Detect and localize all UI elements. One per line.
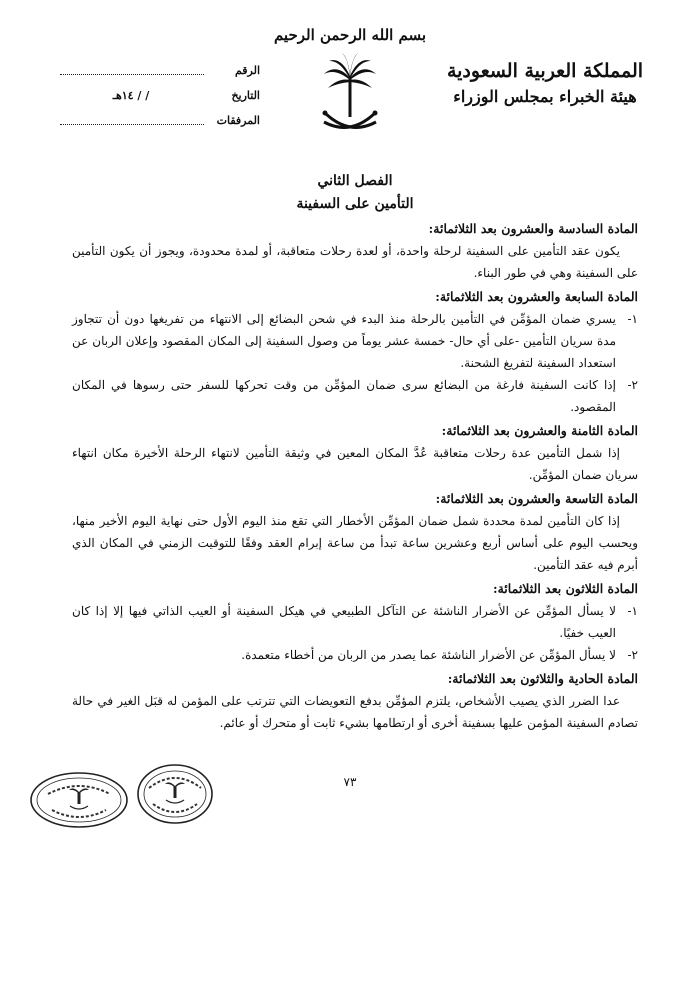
attachments-line bbox=[60, 124, 204, 125]
org-line-2: هيئة الخبراء بمجلس الوزراء bbox=[453, 87, 637, 106]
basmala: بسم الله الرحمن الرحيم bbox=[273, 26, 427, 44]
org-line-1: المملكة العربية السعودية bbox=[446, 60, 644, 82]
article-331 bbox=[72, 668, 638, 734]
item-number: ٢- bbox=[627, 378, 638, 392]
attachments-label: المرفقات bbox=[216, 114, 260, 127]
article-330 bbox=[72, 578, 638, 666]
item-text: لا يسأل المؤمِّن عن الأضرار الناشئة عن التآكل الطبيعي في هيكل السفينة أو العيب الذاتي فيها إلا إذا كان العيب خفيًا. bbox=[72, 604, 616, 640]
item-text: إذا كانت السفينة فارغة من البضائع سرى ضمان المؤمِّن من وقت تحركها للسفر حتى رسوها في المكان المقصود. bbox=[72, 378, 616, 414]
document-metadata bbox=[60, 64, 260, 139]
date-value: / / ١٤هـ bbox=[112, 89, 150, 102]
stamp-experts-commission-icon bbox=[135, 762, 215, 826]
date-row bbox=[60, 89, 260, 114]
stamp-general-secretariat-icon bbox=[28, 770, 130, 830]
reference-line bbox=[60, 74, 204, 75]
page-number: ٧٣ bbox=[343, 775, 357, 789]
document-body bbox=[72, 170, 638, 734]
organization-name bbox=[430, 58, 660, 110]
article-heading: المادة الثامنة والعشرون بعد الثلاثمائة: bbox=[441, 423, 638, 438]
item-number: ١- bbox=[627, 312, 638, 326]
item-number: ١- bbox=[627, 604, 638, 618]
article-paragraph: عدا الضرر الذي يصيب الأشخاص، يلتزم المؤمِّن بدفع التعويضات التي تترتب على المؤمن له قبَل الغير في حالة تصادم السفينة المؤمن عليها بسفينة أخرى أو ارتطامها بشيء ثابت أو متحرك أو عائم. bbox=[72, 694, 638, 730]
article-item bbox=[72, 374, 638, 418]
attachments-row bbox=[60, 114, 260, 139]
item-text: يسري ضمان المؤمِّن في التأمين بالرحلة منذ البدء في شحن البضائع إلى الانتهاء من تفريغها دون أن تتجاوز مدة سريان التأمين -على أي حال- خمسة عشر يوماً من وصول السفينة إلى المكان المقصود وإعلان الربان عن استعداد السفينة لتفريغ الشحنة. bbox=[72, 312, 616, 370]
article-326 bbox=[72, 218, 638, 284]
article-paragraph: إذا شمل التأمين عدة رحلات متعاقبة عُدَّ المكان المعين في وثيقة التأمين لانتهاء الرحلة الأخيرة مكان انتهاء سريان ضمان المؤمِّن. bbox=[72, 446, 638, 482]
article-329 bbox=[72, 488, 638, 576]
article-paragraph: إذا كان التأمين لمدة محددة شمل ضمان المؤمِّن الأخطار التي تقع منذ اليوم الأول حتى نهاية اليوم الأخير منها، ويحسب اليوم على أساس أربع وعشرين ساعة تبدأ من ساعة إبرام العقد وفقًا للتوقيت الزمني في المكان الذي أبرم فيه عقد التأمين. bbox=[72, 514, 638, 572]
date-label: التاريخ bbox=[231, 89, 260, 102]
article-item bbox=[72, 644, 638, 666]
article-paragraph: يكون عقد التأمين على السفينة لرحلة واحدة، أو لعدة رحلات متعاقبة، أو لمدة محدودة، ويجوز أن يكون التأمين على السفينة وهي في طور البناء. bbox=[72, 244, 638, 280]
article-heading: المادة السابعة والعشرون بعد الثلاثمائة: bbox=[435, 289, 638, 304]
article-item bbox=[72, 308, 638, 374]
article-heading: المادة السادسة والعشرون بعد الثلاثمائة: bbox=[428, 221, 638, 236]
chapter-title: الفصل الثاني bbox=[317, 173, 393, 189]
item-number: ٢- bbox=[627, 648, 638, 662]
article-heading: المادة الحادية والثلاثون بعد الثلاثمائة: bbox=[447, 671, 638, 686]
reference-row bbox=[60, 64, 260, 89]
saudi-palm-swords-emblem-icon bbox=[320, 52, 380, 137]
reference-label: الرقم bbox=[234, 64, 260, 77]
article-327 bbox=[72, 286, 638, 418]
article-heading: المادة الثلاثون بعد الثلاثمائة: bbox=[492, 581, 638, 596]
item-text: لا يسأل المؤمِّن عن الأضرار الناشئة عما يصدر من الربان من أخطاء متعمدة. bbox=[241, 648, 616, 662]
article-328 bbox=[72, 420, 638, 486]
chapter-subtitle: التأمين على السفينة bbox=[296, 196, 414, 212]
article-item bbox=[72, 600, 638, 644]
article-heading: المادة التاسعة والعشرون بعد الثلاثمائة: bbox=[435, 491, 638, 506]
